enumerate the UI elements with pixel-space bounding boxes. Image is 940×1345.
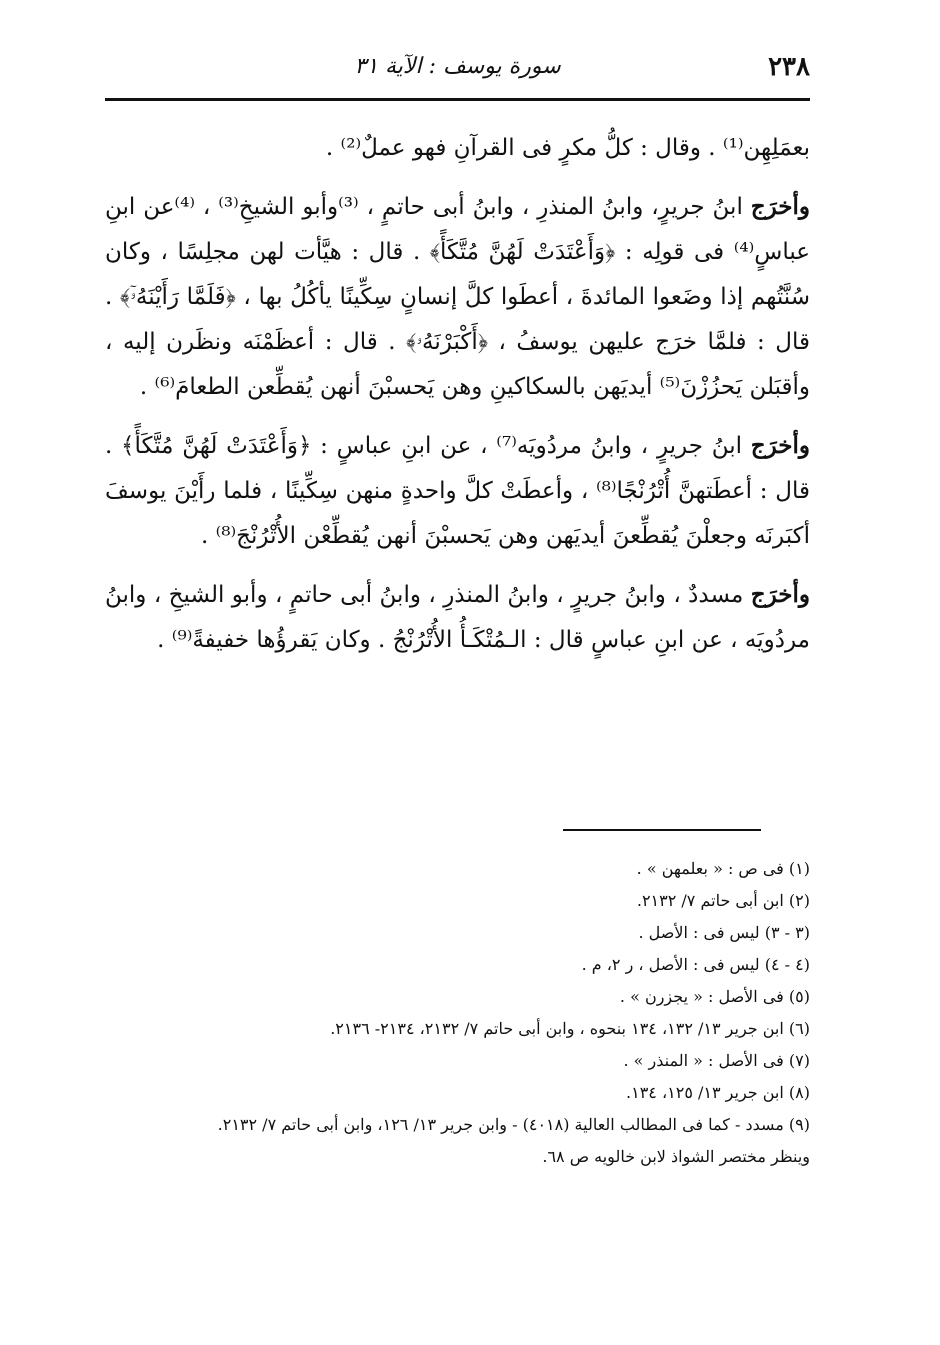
footnote-1: (١) فى ص : « بعلمهن » . <box>636 859 810 878</box>
footnote-3: (٣ - ٣) ليس فى : الأصل . <box>638 923 810 942</box>
paragraph-4 <box>105 572 810 663</box>
footnote-8: (٨) ابن جرير ١٣/ ١٢٥، ١٣٤. <box>626 1083 810 1102</box>
header-rule <box>105 98 810 101</box>
paragraph-lead: وأخرَج <box>750 581 810 608</box>
paragraph-body: ابنُ جريرٍ، وابنُ المنذرِ ، وابنُ أبى حاتمٍ ، ⁽³⁾وأبو الشيخِ⁽³⁾ ، ⁽⁴⁾عن ابنِ عباسٍ⁽⁴⁾ فى قولِه : ﴿وَأَعْتَدَتْ لَهُنَّ مُتَّكَأً﴾ . قال : هيَّأت لهن مجلِسًا ، وكان سُنَّتُهم إذا وضَعوا المائدةَ ، أعطَوا كلَّ إنسانٍ سِكِّينًا يأكُلُ بها ، ﴿فَلَمَّا رَأَيْنَهُۥٓ﴾ . قال : فلمَّا خرَج عليهن يوسفُ ، ﴿أَكْبَرْنَهُۥ﴾ . قال : أعظَمْنَه ونظَرن إليه ، وأقبَلن يَحزُزْنَ⁽⁵⁾ أيديَهن بالسكاكينِ وهن يَحسبْنَ أنهن يُقطِّعن الطعامَ⁽⁶⁾ . <box>105 194 810 400</box>
footnote-2: (٢) ابن أبى حاتم ٧/ ٢١٣٢. <box>636 891 810 910</box>
paragraph-2 <box>105 184 810 410</box>
footnote-5: (٥) فى الأصل : « يجزرن » . <box>619 987 810 1006</box>
paragraph-3 <box>105 423 810 559</box>
main-text <box>105 125 810 663</box>
footnote-9-continued: وينظر مختصر الشواذ لابن خالويه ص ٦٨. <box>542 1147 810 1166</box>
footnotes <box>105 853 810 1173</box>
paragraph-1 <box>105 125 810 171</box>
paragraph-lead: وأخرَج <box>750 193 811 220</box>
footnote-9: (٩) مسدد - كما فى المطالب العالية (٤٠١٨) - وابن جرير ١٣/ ١٢٦، وابن أبى حاتم ٧/ ٢١٣٢. <box>217 1115 810 1134</box>
page-header <box>105 52 810 92</box>
footnote-7: (٧) فى الأصل : « المنذر » . <box>623 1051 810 1070</box>
running-title: سورة يوسف : الآية ٣١ <box>354 54 561 79</box>
footnote-separator <box>563 829 761 831</box>
footnote-4: (٤ - ٤) ليس فى : الأصل ، ر ٢، م . <box>581 955 810 974</box>
paragraph-body: بعمَلِهِن⁽¹⁾ . وقال : كلُّ مكرٍ فى القرآنِ فهو عملٌ⁽²⁾ . <box>325 135 810 161</box>
paragraph-lead: وأخرَج <box>750 432 810 459</box>
paragraph-body: مسددٌ ، وابنُ جريرٍ ، وابنُ المنذرِ ، وابنُ أبى حاتمٍ ، وأبو الشيخِ ، وابنُ مردُويَه ، عن ابنِ عباسٍ قال : الـمُتْكَـأُ الأُتْرُنْجُ . وكان يَقرؤُها خفيفةً⁽⁹⁾ . <box>105 582 810 653</box>
page-number: ٢٣٨ <box>768 52 810 82</box>
footnote-6: (٦) ابن جرير ١٣/ ١٣٢، ١٣٤ بنحوه ، وابن أبى حاتم ٧/ ٢١٣٢، ٢١٣٤- ٢١٣٦. <box>330 1019 810 1038</box>
paragraph-body: ابنُ جريرٍ ، وابنُ مردُويَه⁽⁷⁾ ، عن ابنِ عباسٍ : ﴿وَأَعْتَدَتْ لَهُنَّ مُتَّكَأً﴾ . قال : أعطَتهنَّ أُتْرُنْجًا⁽⁸⁾ ، وأعطَتْ كلَّ واحدةٍ منهن سِكِّينًا ، فلما رأَيْنَ يوسفَ أكبَرنَه وجعلْنَ يُقطِّعنَ أيديَهن وهن يَحسبْنَ أنهن يُقطِّعْن الأُتْرُنْجَ⁽⁸⁾ . <box>105 433 810 549</box>
